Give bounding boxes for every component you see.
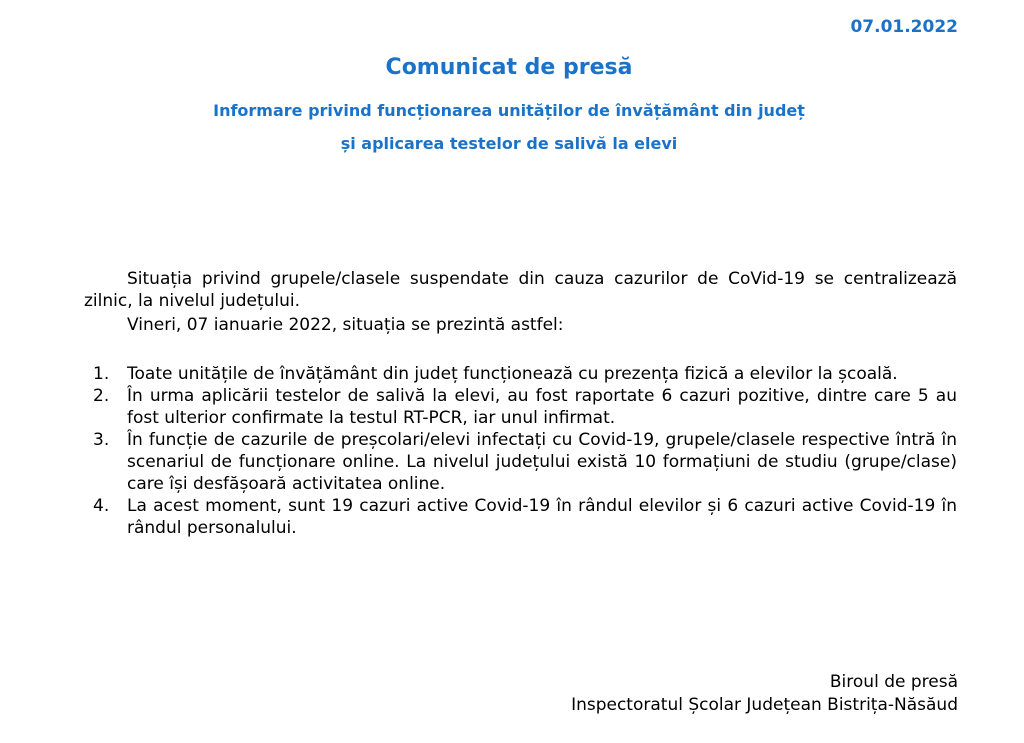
situation-paragraph: Vineri, 07 ianuarie 2022, situația se prezintă astfel: [127, 315, 564, 335]
list-item-number: 3. [93, 430, 110, 450]
list-item-text: În urma aplicării testelor de salivă la elevi, au fost raportate 6 cazuri pozitive, dintre care 5 au fost ulterior confirmate la testul RT-PCR, iar unul infirmat. [127, 386, 957, 428]
list-item [84, 363, 957, 385]
list-item [84, 429, 957, 495]
subtitle-line-2: și aplicarea testelor de salivă la elevi [340, 134, 678, 153]
list-item-text: În funcție de cazurile de preșcolari/elevi infectați cu Covid-19, grupele/clasele respective întră în scenariul de funcționare online. La nivelul județului există 10 formațiuni de studiu (grupe/clase) care își desfășoară activitatea online. [127, 430, 957, 494]
subtitle-line-1: Informare privind funcționarea unităților de învățământ din județ [213, 101, 805, 120]
list-item-number: 2. [93, 386, 110, 406]
page-title: Comunicat de presă [385, 55, 633, 80]
list-item-number: 1. [93, 364, 110, 384]
list-item-text: Toate unitățile de învățământ din județ funcționează cu prezența fizică a elevilor la școală. [127, 364, 898, 384]
list-item-number: 4. [93, 496, 110, 516]
signature-institution: Inspectoratul Școlar Județean Bistrița-Năsăud [571, 695, 958, 715]
signature-press-office: Biroul de presă [829, 672, 958, 692]
list-item-text: La acest moment, sunt 19 cazuri active Covid-19 în rândul elevilor și 6 cazuri active Covid-19 în rândul personalului. [127, 496, 957, 538]
list-item [84, 495, 957, 539]
situation-list [84, 363, 957, 539]
press-release-date: 07.01.2022 [850, 17, 958, 37]
intro-paragraph: Situația privind grupele/clasele suspendate din cauza cazurilor de CoVid-19 se centralizează zilnic, la nivelul județului. [84, 269, 957, 311]
list-item [84, 385, 957, 429]
